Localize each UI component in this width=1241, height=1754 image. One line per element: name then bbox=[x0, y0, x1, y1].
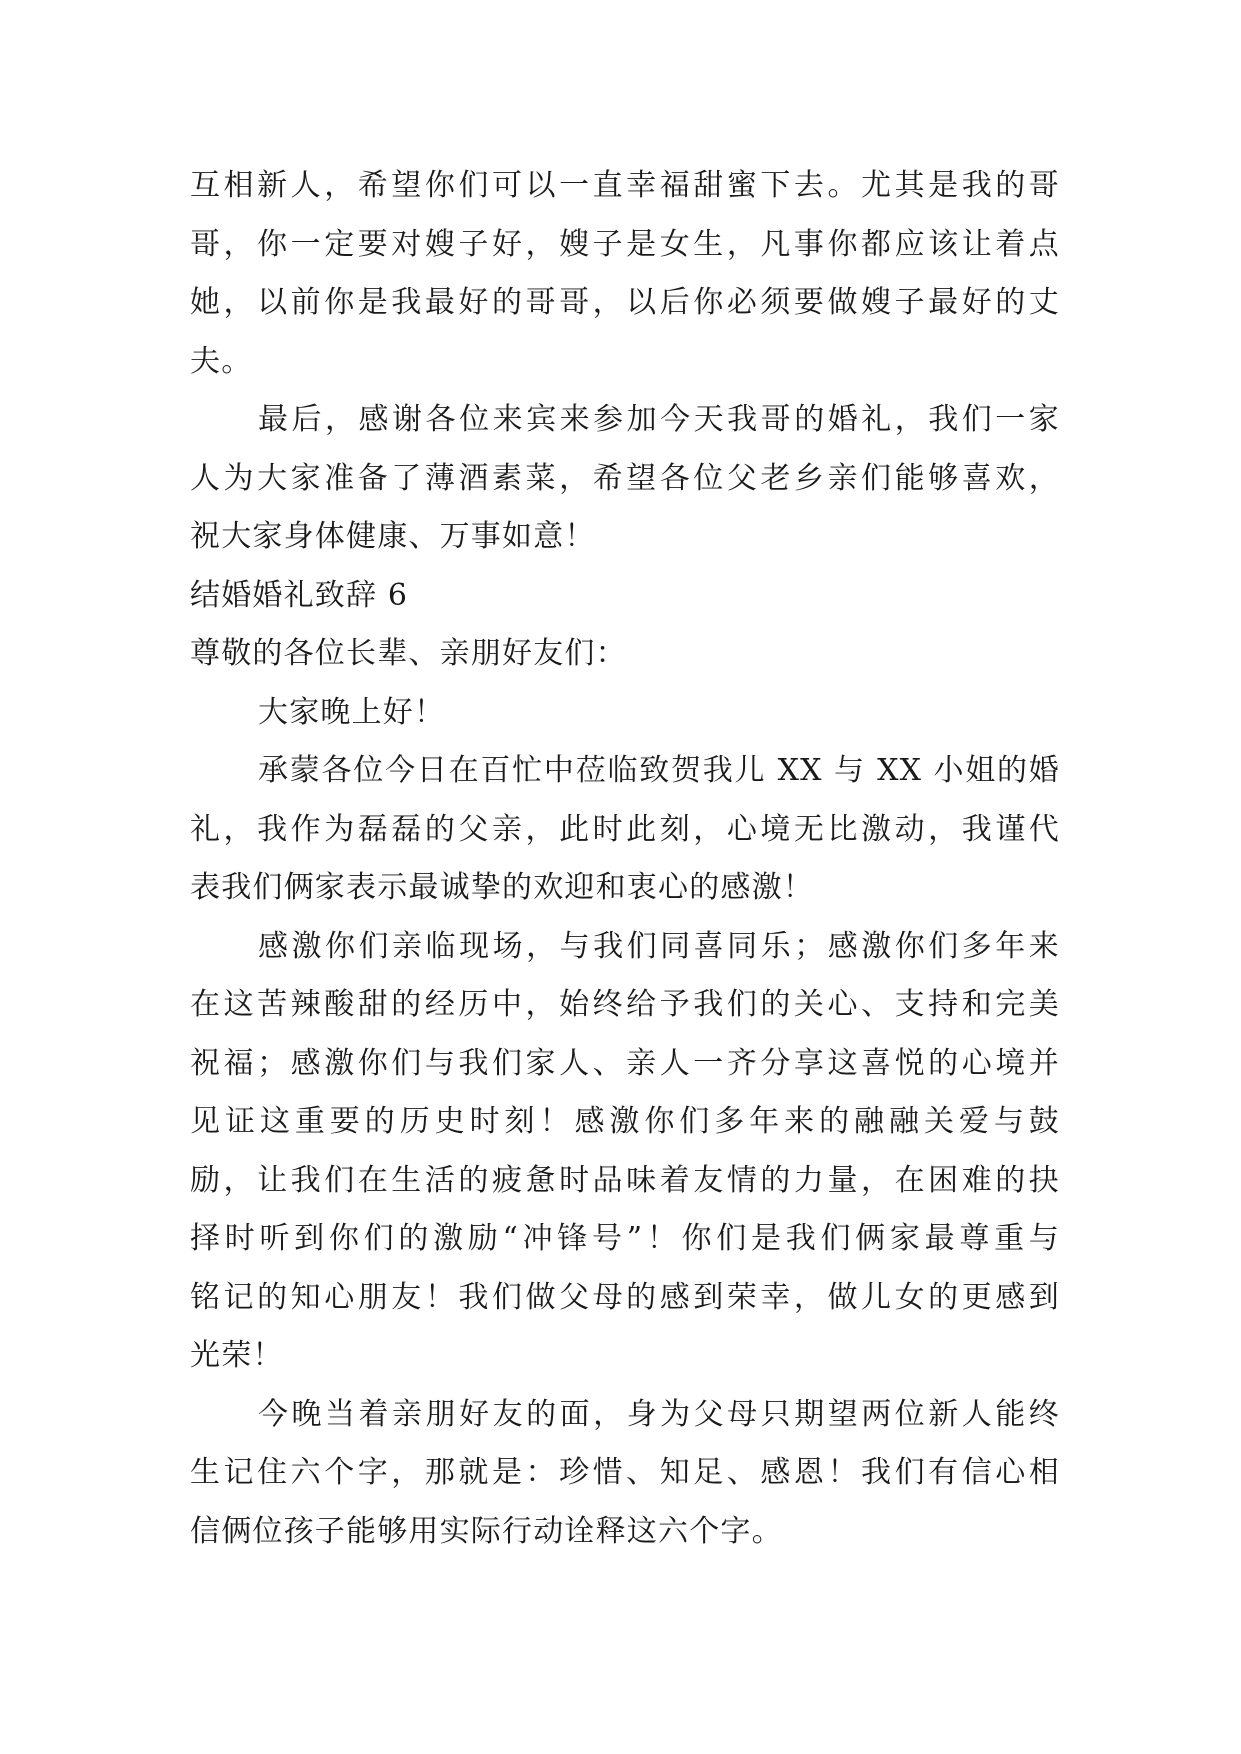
text-line: 光荣！ bbox=[190, 1338, 284, 1373]
text-line: 祝福；感激你们与我们家人、亲人一齐分享这喜悦的心境并 bbox=[190, 1045, 1060, 1081]
text-line: 生记住六个字，那就是：珍惜、知足、感恩！我们有信心相 bbox=[190, 1455, 1060, 1490]
text-line: 见证这重要的历史时刻！感激你们多年来的融融关爱与鼓 bbox=[190, 1104, 1060, 1139]
salutation: 尊敬的各位长辈、亲朋好友们： bbox=[190, 636, 627, 671]
text-line: 祝大家身体健康、万事如意！ bbox=[190, 519, 596, 554]
text-line: 人为大家准备了薄酒素菜，希望各位父老乡亲们能够喜欢， bbox=[190, 460, 1060, 496]
text-line: 她，以前你是我最好的哥哥，以后你必须要做嫂子最好的丈 bbox=[190, 285, 1060, 320]
text-line: 在这苦辣酸甜的经历中，始终给予我们的关心、支持和完美 bbox=[190, 987, 1060, 1022]
text-line: 礼，我作为磊磊的父亲，此时此刻，心境无比激动，我谨代 bbox=[190, 811, 1060, 847]
text-line: 铭记的知心朋友！我们做父母的感到荣幸，做儿女的更感到 bbox=[190, 1279, 1060, 1315]
text-line: 互相新人，希望你们可以一直幸福甜蜜下去。尤其是我的哥 bbox=[190, 168, 1060, 203]
paragraph-first-line: 承蒙各位今日在百忙中莅临致贺我儿 XX 与 XX 小姐的婚 bbox=[258, 753, 1060, 788]
text-line: 表我们俩家表示最诚挚的欢迎和衷心的感激！ bbox=[190, 870, 814, 905]
paragraph-first-line: 最后，感谢各位来宾来参加今天我哥的婚礼，我们一家 bbox=[258, 402, 1060, 437]
text-line: 励，让我们在生活的疲惫时品味着友情的力量，在困难的抉 bbox=[190, 1162, 1060, 1198]
text-line: 夫。 bbox=[190, 343, 253, 379]
document-page bbox=[190, 157, 1060, 1561]
paragraph-first-line: 今晚当着亲朋好友的面，身为父母只期望两位新人能终 bbox=[258, 1396, 1060, 1432]
text-line: 哥，你一定要对嫂子好，嫂子是女生，凡事你都应该让着点 bbox=[190, 226, 1060, 262]
paragraph-first-line: 感激你们亲临现场，与我们同喜同乐；感激你们多年来 bbox=[258, 928, 1060, 964]
text-line: 信俩位孩子能够用实际行动诠释这六个字。 bbox=[190, 1513, 783, 1549]
text-line: 择时听到你们的激励“冲锋号”！你们是我们俩家最尊重与 bbox=[190, 1221, 1060, 1256]
section-heading: 结婚婚礼致辞 6 bbox=[190, 577, 409, 613]
greeting: 大家晚上好！ bbox=[258, 694, 446, 730]
